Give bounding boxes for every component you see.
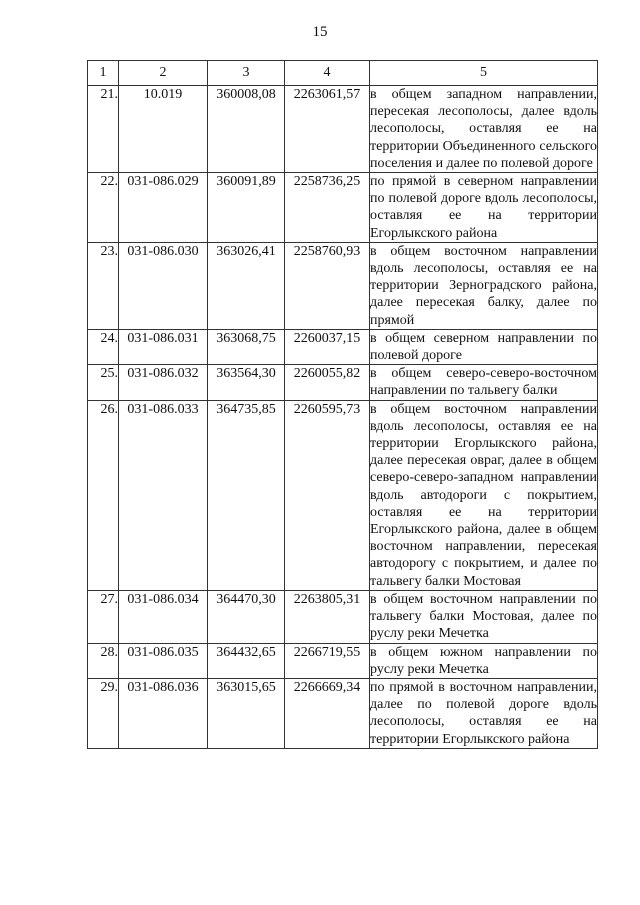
coordinate-x: 363068,75	[208, 329, 285, 364]
row-number: 27.	[88, 590, 119, 643]
header-row	[88, 61, 598, 86]
table-row	[88, 643, 598, 678]
coordinate-x: 363015,65	[208, 678, 285, 748]
point-code: 031-086.031	[119, 329, 208, 364]
row-number: 29.	[88, 678, 119, 748]
coordinate-y: 2258760,93	[285, 242, 370, 329]
boundary-description: по прямой в восточном направлении, далее по полевой дороге вдоль лесополосы, оставляя ее на территории Егорлыкского района	[370, 679, 597, 747]
coordinate-y: 2260037,15	[285, 329, 370, 364]
table-row	[88, 329, 598, 364]
boundary-description: в общем восточном направлении вдоль лесополосы, оставляя ее на территории Зерноградского района, далее пересекая балку, далее по прямой	[370, 243, 597, 328]
coordinate-x: 360091,89	[208, 173, 285, 243]
table-row	[88, 86, 598, 173]
table-row	[88, 678, 598, 748]
coordinate-y: 2260595,73	[285, 400, 370, 590]
coordinate-y: 2266719,55	[285, 643, 370, 678]
boundary-description: в общем северном направлении по полевой дороге	[370, 330, 597, 364]
coordinate-x: 364470,30	[208, 590, 285, 643]
row-number: 23.	[88, 242, 119, 329]
boundary-description: в общем южном направлении по руслу реки Мечетка	[370, 644, 597, 677]
column-header-5: 5	[370, 61, 598, 86]
point-code: 031-086.035	[119, 643, 208, 678]
point-code: 031-086.032	[119, 365, 208, 400]
coordinate-y: 2258736,25	[285, 173, 370, 243]
point-code: 10.019	[119, 86, 208, 173]
table-row	[88, 173, 598, 243]
boundary-description: в общем северо-северо-восточном направлении по тальвегу балки	[370, 366, 597, 399]
boundary-description: в общем восточном направлении вдоль лесополосы, оставляя ее на территории Егорлыкского района, далее пересекая овраг, далее в общем северо-северо-западном направлении вдоль автодороги с покрытием, оставляя ее на территории Егорлыкского района, далее в общем восточном направлении, пересекая автодорогу с покрытием, и далее по тальвегу балки Мостовая	[370, 401, 597, 589]
table-row	[88, 365, 598, 400]
column-header-1: 1	[88, 61, 119, 86]
coordinate-y: 2266669,34	[285, 678, 370, 748]
coordinate-y: 2263805,31	[285, 590, 370, 643]
coordinate-x: 360008,08	[208, 86, 285, 173]
point-code: 031-086.030	[119, 242, 208, 329]
coordinate-y: 2260055,82	[285, 365, 370, 400]
point-code: 031-086.029	[119, 173, 208, 243]
boundary-description: в общем западном направлении, пересекая лесополосы, далее вдоль лесополосы, оставляя ее на территории Объединенного сельского поселения и далее по полевой дороге	[370, 87, 597, 171]
column-header-4: 4	[285, 61, 370, 86]
boundary-description: в общем восточном направлении по тальвегу балки Мостовая, далее по руслу реки Мечетка	[370, 591, 597, 642]
coordinate-x: 364735,85	[208, 400, 285, 590]
page-number: 15	[312, 24, 328, 40]
point-code: 031-086.036	[119, 678, 208, 748]
table-row	[88, 242, 598, 329]
coordinate-x: 364432,65	[208, 643, 285, 678]
column-header-2: 2	[119, 61, 208, 86]
table-row	[88, 400, 598, 590]
coordinate-x: 363564,30	[208, 365, 285, 400]
table-row	[88, 590, 598, 643]
row-number: 22.	[88, 173, 119, 243]
coordinate-y: 2263061,57	[285, 86, 370, 173]
row-number: 28.	[88, 643, 119, 678]
row-number: 25.	[88, 365, 119, 400]
coordinate-x: 363026,41	[208, 242, 285, 329]
boundary-table	[87, 60, 598, 749]
boundary-description: по прямой в северном направлении по полевой дороге вдоль лесополосы, оставляя ее на территории Егорлыкского района	[370, 174, 597, 241]
point-code: 031-086.033	[119, 400, 208, 590]
row-number: 21.	[88, 86, 119, 173]
point-code: 031-086.034	[119, 590, 208, 643]
row-number: 24.	[88, 329, 119, 364]
row-number: 26.	[88, 400, 119, 590]
column-header-3: 3	[208, 61, 285, 86]
